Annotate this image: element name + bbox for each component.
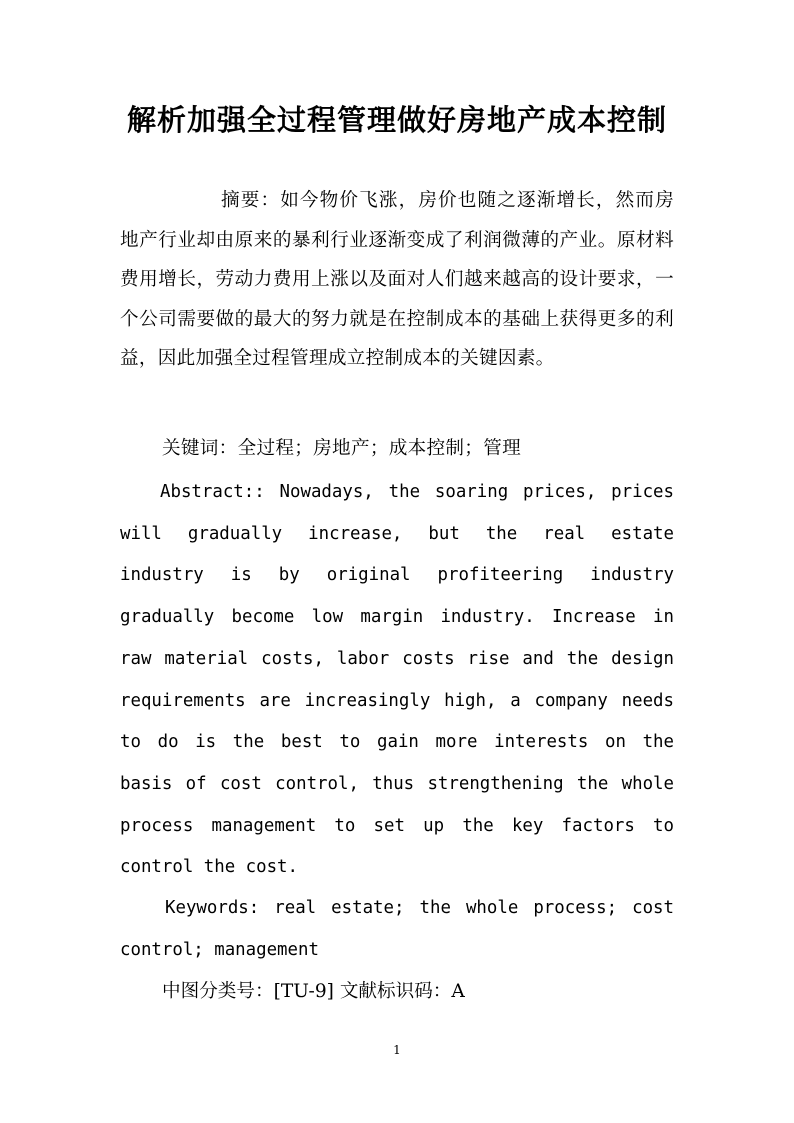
document-title: 解析加强全过程管理做好房地产成本控制 xyxy=(126,103,667,137)
english-keywords: Keywords: real estate; the whole process; cost control; management xyxy=(120,898,674,960)
chinese-keywords: 关键词：全过程；房地产；成本控制；管理 xyxy=(162,438,521,459)
chinese-abstract: 摘要：如今物价飞涨，房价也随之逐渐增长，然而房地产行业却由原来的暴利行业逐渐变成了利润微薄的产业。原材料费用增长，劳动力费用上涨以及面对人们越来越高的设计要求，一个公司需要做的最大的努力就是在控制成本的基础上获得更多的利益，因此加强全过程管理成立控制成本的关键因素。 xyxy=(120,190,674,370)
page-number: 1 xyxy=(393,1043,401,1057)
english-abstract: Abstract:: Nowadays, the soaring prices, prices will gradually increase, but the real estate industry is by original profiteering industry gradually become low margin industry. Increase in raw material costs, labor costs rise and the design requirements are increasingly high, a company needs to do is the best to gain more interests on the basis of cost control, thus strengthening the whole process management to set up the key factors to control the cost. xyxy=(120,482,674,878)
classification-line: 中图分类号：[TU-9] 文献标识码：A xyxy=(162,981,465,1002)
